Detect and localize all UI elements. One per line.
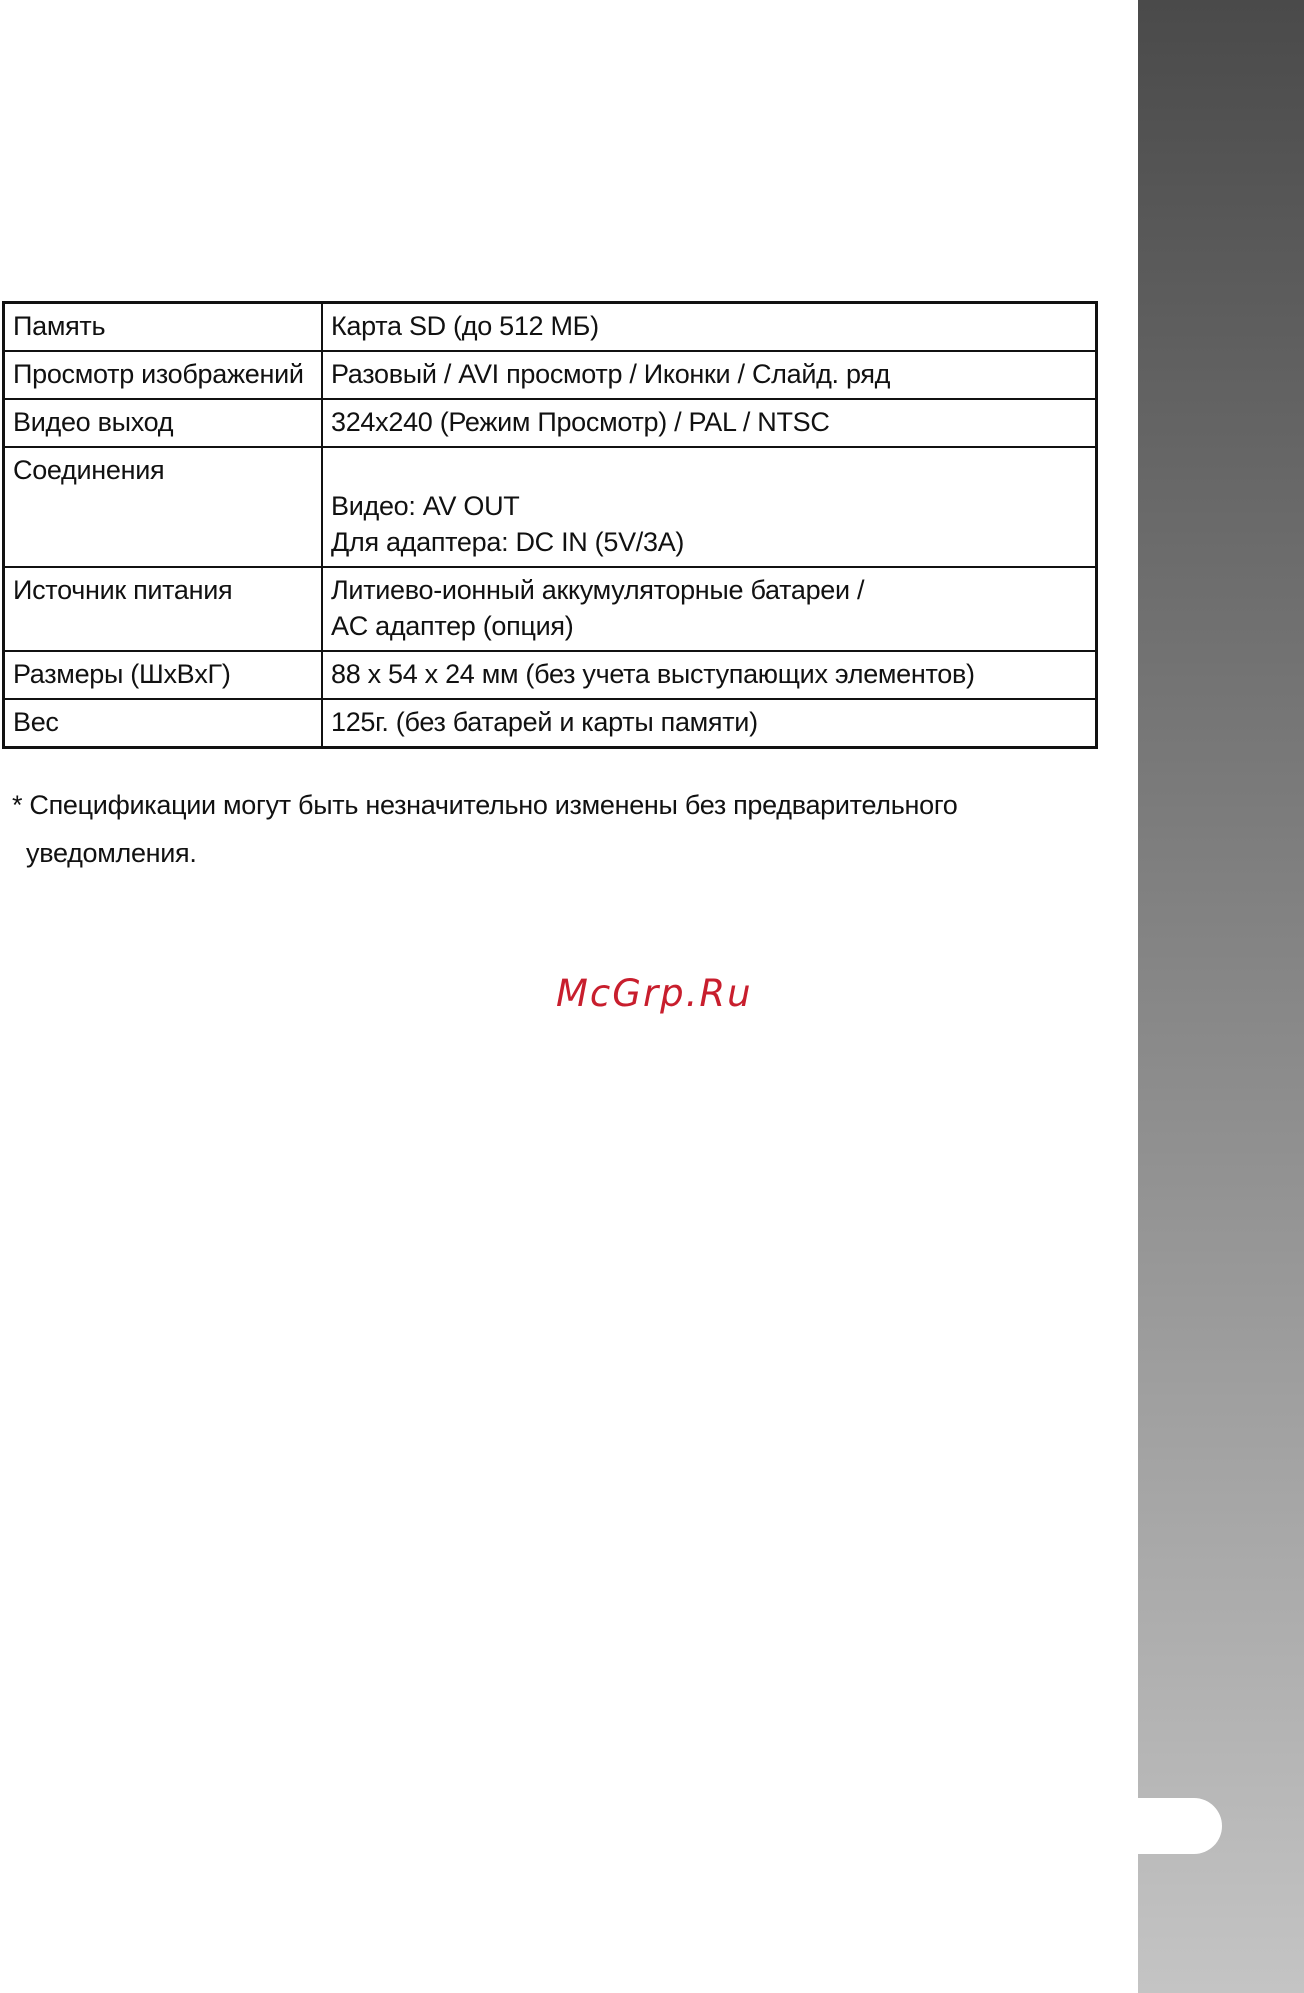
spec-value <box>322 303 1097 352</box>
page-number-tab <box>1138 1798 1222 1854</box>
table-row <box>4 567 1097 651</box>
spec-value-line: Видео: AV OUT <box>331 491 520 521</box>
spec-label: Память <box>4 303 323 352</box>
table-row <box>4 351 1097 399</box>
spec-value <box>322 651 1097 699</box>
spec-value <box>322 399 1097 447</box>
table-row <box>4 399 1097 447</box>
spec-value <box>322 567 1097 651</box>
watermark-link[interactable]: McGrp.Ru <box>556 972 753 1015</box>
spec-value-line: 125г. (без батарей и карты памяти) <box>331 707 758 737</box>
spec-label: Соединения <box>4 447 323 567</box>
spec-value-line: 324x240 (Режим Просмотр) / PAL / NTSC <box>331 407 830 437</box>
spec-value-line: Литиево-ионный аккумуляторные батареи / <box>331 575 865 605</box>
spec-value-line: 88 x 54 x 24 мм (без учета выступающих элементов) <box>331 659 975 689</box>
spec-value-blank-line <box>331 452 1087 488</box>
spec-value <box>322 351 1097 399</box>
specifications-table <box>2 301 1098 749</box>
spec-value <box>322 699 1097 748</box>
table-row <box>4 303 1097 352</box>
spec-value-line: AC адаптер (опция) <box>331 611 574 641</box>
table-row <box>4 699 1097 748</box>
footnote-line: уведомления. <box>26 838 197 868</box>
side-gradient-band <box>1138 0 1304 1993</box>
spec-label: Размеры (ШxВxГ) <box>4 651 323 699</box>
spec-value <box>322 447 1097 567</box>
spec-label: Просмотр изображений <box>4 351 323 399</box>
spec-label: Вес <box>4 699 323 748</box>
table-row <box>4 651 1097 699</box>
spec-value-line: Разовый / AVI просмотр / Иконки / Слайд. ряд <box>331 359 891 389</box>
spec-value-line: Карта SD (до 512 МБ) <box>331 311 599 341</box>
table-row <box>4 447 1097 567</box>
footnote-line: * Спецификации могут быть незначительно изменены без предварительного <box>12 790 958 820</box>
footnote <box>12 781 1092 877</box>
spec-value-line: Для адаптера: DC IN (5V/3A) <box>331 527 685 557</box>
spec-label: Источник питания <box>4 567 323 651</box>
spec-label: Видео выход <box>4 399 323 447</box>
